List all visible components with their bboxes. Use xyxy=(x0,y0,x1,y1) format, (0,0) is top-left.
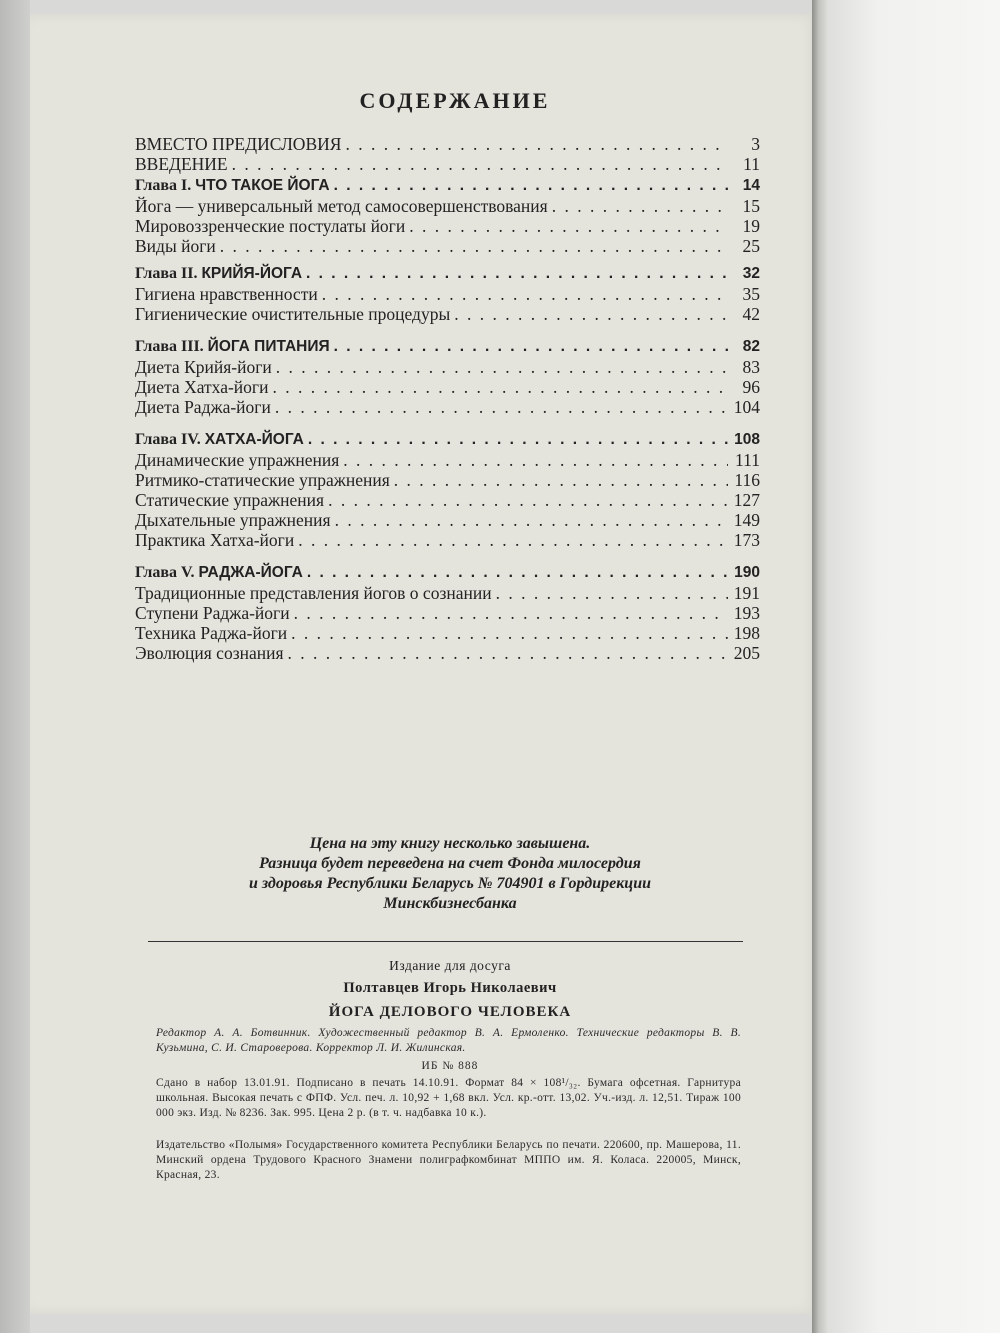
toc-page-number: 82 xyxy=(742,338,760,355)
toc-entry-row xyxy=(135,623,760,643)
toc-entry-row xyxy=(135,377,760,397)
price-note-line: Минскбизнесбанка xyxy=(383,895,517,912)
price-note-line: и здоровья Республики Беларусь № 704901 в Гордирекции xyxy=(249,875,651,892)
toc-entry-label: Диета Крийя-йоги xyxy=(135,357,272,377)
toc-leader-dots xyxy=(291,623,728,643)
toc-entry-label: Статические упражнения xyxy=(135,490,325,510)
toc-entry-row xyxy=(135,357,760,377)
toc-page-number: 205 xyxy=(733,643,760,663)
toc-entry-row xyxy=(135,154,760,174)
toc-leader-dots xyxy=(288,643,728,663)
toc-entry-label xyxy=(135,176,330,196)
divider-line xyxy=(148,941,743,942)
toc-chapter-number: Глава IV. xyxy=(135,431,205,448)
toc-leader-dots xyxy=(272,377,728,397)
toc-page-number: 25 xyxy=(742,236,760,256)
toc-page-number: 190 xyxy=(734,564,760,581)
editors-credits: Редактор А. А. Ботвинник. Художественный редактор В. А. Ермоленко. Технические редакторы В. В. Кузьмина, С. И. Староверова. Корректор Л. И. Жилинская. xyxy=(156,1027,741,1054)
toc-leader-dots xyxy=(496,583,728,603)
toc-entry-row xyxy=(135,134,760,154)
toc-page-number: 116 xyxy=(734,470,760,490)
toc-entry-row xyxy=(135,643,760,663)
table-of-contents xyxy=(135,134,760,663)
toc-leader-dots xyxy=(308,430,728,450)
toc-entry-label: ВВЕДЕНИЕ xyxy=(135,154,228,174)
toc-entry-label: Динамические упражнения xyxy=(135,450,340,470)
toc-entry-row xyxy=(135,236,760,256)
toc-chapter-number: Глава III. xyxy=(135,338,208,355)
toc-entry-row xyxy=(135,470,760,490)
toc-leader-dots xyxy=(306,264,728,284)
toc-entry-row xyxy=(135,304,760,324)
toc-page-number: 149 xyxy=(733,510,760,530)
toc-page-number: 111 xyxy=(735,450,760,470)
toc-entry-label xyxy=(135,264,302,284)
toc-entry-row xyxy=(135,450,760,470)
toc-page-number: 104 xyxy=(733,397,760,417)
toc-chapter-number: Глава II. xyxy=(135,265,202,282)
toc-page-number: 173 xyxy=(733,530,760,550)
toc-page-number: 193 xyxy=(733,603,760,623)
toc-entry-row xyxy=(135,196,760,216)
toc-leader-dots xyxy=(328,490,728,510)
toc-entry-label: Практика Хатха-йоги xyxy=(135,530,295,550)
toc-leader-dots xyxy=(335,510,728,530)
toc-entry-label: Гигиенические очистительные процедуры xyxy=(135,304,451,324)
toc-leader-dots xyxy=(552,196,728,216)
toc-entry-row xyxy=(135,397,760,417)
toc-chapter-number: Глава V. xyxy=(135,564,199,581)
ib-number: ИБ № 888 xyxy=(421,1060,479,1072)
toc-entry-label: Диета Хатха-йоги xyxy=(135,377,269,397)
toc-page-number: 83 xyxy=(742,357,760,377)
toc-leader-dots xyxy=(294,603,728,623)
toc-entry-label: Виды йоги xyxy=(135,236,216,256)
toc-chapter-title: КРИЙЯ-ЙОГА xyxy=(201,265,303,282)
toc-leader-dots xyxy=(343,450,728,470)
author-name: Полтавцев Игорь Николаевич xyxy=(343,980,557,996)
print-info: Сдано в набор 13.01.91. Подписано в печать 14.10.91. Формат 84 × 108¹/₃₂. Бумага офсетная. Гарнитура школьная. Высокая печать с ФПФ. Усл. печ. л. 10,92 + 1,68 вкл. Усл. кр.-отт. 13,02. Уч.-изд. л. 12,51. Тираж 100 000 экз. Изд. № 8236. Зак. 995. Цена 2 р. (в т. ч. надбавка 10 к.). xyxy=(156,1077,741,1119)
toc-page-number: 127 xyxy=(733,490,760,510)
toc-entry-label xyxy=(135,337,330,357)
toc-leader-dots xyxy=(394,470,728,490)
toc-chapter-row xyxy=(135,337,760,357)
toc-chapter-title: РАДЖА-ЙОГА xyxy=(198,564,303,581)
edition-type: Издание для досуга xyxy=(389,958,511,973)
toc-leader-dots xyxy=(307,563,728,583)
toc-entry-label: Традиционные представления йогов о сознании xyxy=(135,583,492,603)
toc-entry-label: ВМЕСТО ПРЕДИСЛОВИЯ xyxy=(135,134,342,154)
toc-entry-row xyxy=(135,284,760,304)
toc-entry-label: Эволюция сознания xyxy=(135,643,284,663)
toc-entry-row xyxy=(135,490,760,510)
toc-chapter-title: ХАТХА-ЙОГА xyxy=(204,431,304,448)
toc-leader-dots xyxy=(322,284,728,304)
toc-entry-label: Йога — универсальный метод самосовершенствования xyxy=(135,196,548,216)
toc-entry-label: Ритмико-статические упражнения xyxy=(135,470,390,490)
toc-page-number: 191 xyxy=(733,583,760,603)
toc-entry-label: Диета Раджа-йоги xyxy=(135,397,271,417)
toc-entry-row xyxy=(135,510,760,530)
publisher-info: Издательство «Полымя» Государственного комитета Республики Беларусь по печати. 220600, пр. Машерова, 11. Минский ордена Трудового Красного Знамени полиграфкомбинат МППО им. Я. Коласа. 220005, Минск, Красная, 23. xyxy=(156,1139,741,1181)
toc-chapter-title: ЙОГА ПИТАНИЯ xyxy=(207,338,330,355)
toc-page-number: 96 xyxy=(742,377,760,397)
toc-page-number: 198 xyxy=(733,623,760,643)
book-title: ЙОГА ДЕЛОВОГО ЧЕЛОВЕКА xyxy=(328,1004,572,1020)
toc-entry-row xyxy=(135,583,760,603)
toc-entry-label xyxy=(135,430,304,450)
price-note-line: Цена на эту книгу несколько завышена. xyxy=(309,835,591,852)
toc-entry-label xyxy=(135,563,303,583)
toc-page-number: 108 xyxy=(734,431,760,448)
toc-chapter-row xyxy=(135,430,760,450)
toc-page-number: 19 xyxy=(742,216,760,236)
toc-leader-dots xyxy=(409,216,728,236)
toc-entry-row xyxy=(135,216,760,236)
toc-leader-dots xyxy=(276,357,728,377)
toc-entry-label: Дыхательные упражнения xyxy=(135,510,331,530)
toc-page-number: 32 xyxy=(742,265,760,282)
toc-leader-dots xyxy=(454,304,728,324)
toc-leader-dots xyxy=(334,337,728,357)
toc-page-number: 14 xyxy=(742,177,760,194)
toc-entry-label: Техника Раджа-йоги xyxy=(135,623,288,643)
toc-entry-label: Гигиена нравственности xyxy=(135,284,318,304)
toc-entry-row xyxy=(135,530,760,550)
toc-page-number: 11 xyxy=(743,154,760,174)
toc-page-number: 3 xyxy=(751,134,760,154)
toc-entry-label: Мировоззренческие постулаты йоги xyxy=(135,216,406,236)
toc-chapter-row xyxy=(135,176,760,196)
toc-chapter-row xyxy=(135,563,760,583)
toc-leader-dots xyxy=(275,397,728,417)
toc-leader-dots xyxy=(334,176,728,196)
toc-leader-dots xyxy=(232,154,728,174)
toc-chapter-number: Глава I. xyxy=(135,177,196,194)
toc-chapter-row xyxy=(135,264,760,284)
toc-title: СОДЕРЖАНИЕ xyxy=(359,88,551,113)
book-page-right xyxy=(818,0,1000,1333)
toc-page-number: 35 xyxy=(742,284,760,304)
toc-leader-dots xyxy=(345,134,728,154)
price-note xyxy=(150,834,750,914)
toc-entry-row xyxy=(135,603,760,623)
background-left xyxy=(0,0,30,1333)
toc-leader-dots xyxy=(298,530,728,550)
toc-page-number: 42 xyxy=(742,304,760,324)
toc-leader-dots xyxy=(220,236,728,256)
price-note-line: Разница будет переведена на счет Фонда милосердия xyxy=(259,855,641,872)
toc-chapter-title: ЧТО ТАКОЕ ЙОГА xyxy=(195,177,330,194)
toc-page-number: 15 xyxy=(742,196,760,216)
toc-entry-label: Ступени Раджа-йоги xyxy=(135,603,290,623)
